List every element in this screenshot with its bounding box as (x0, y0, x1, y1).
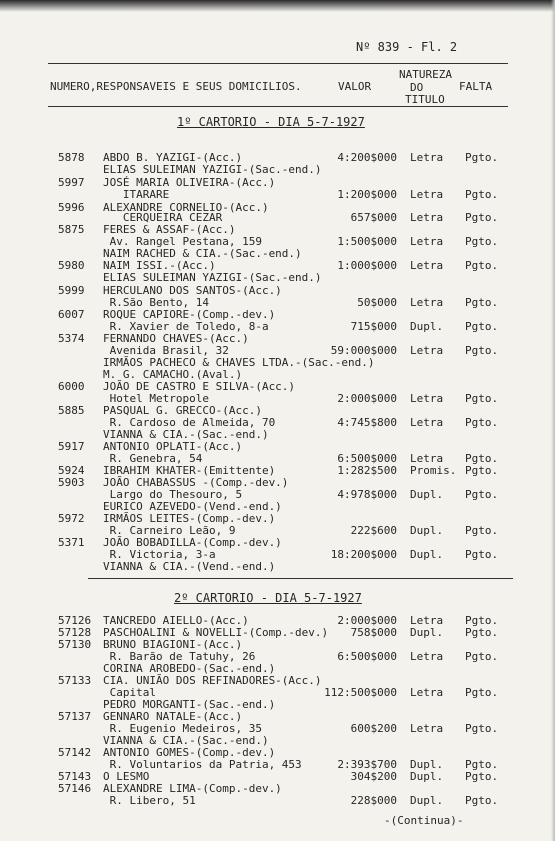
entry-falta: Pgto. (465, 235, 499, 248)
entry-valor: 2:000$000 (337, 392, 397, 405)
entry-name: JOÃO CHABASSUS -(Comp.-dev.) (103, 476, 289, 489)
entry-name: ROQUE CAPIORE-(Comp.-dev.) (103, 308, 276, 321)
entry-natureza: Dupl. (410, 488, 444, 501)
entry-name: VIANNA & CIA.-(Sac.-end.) (103, 428, 269, 441)
entry-name: R. Genebra, 54 (103, 452, 203, 465)
entry-number: 57137 (58, 710, 92, 723)
header-top-rule (48, 63, 508, 64)
entry-name: R. Carneiro Leão, 9 (103, 524, 236, 537)
entry-natureza: Dupl. (410, 548, 444, 561)
entry-number: 57128 (58, 626, 92, 639)
entry-name: Hotel Metropole (103, 392, 209, 405)
entry-name: PEDRO MORGANTI-(Sac.-end.) (103, 698, 276, 711)
entry-name: R. Victoria, 3-a (103, 548, 216, 561)
entry-valor: 1:500$000 (337, 235, 397, 248)
header-do: DO (410, 81, 424, 94)
entry-valor: 112:500$000 (324, 686, 397, 699)
entry-natureza: Letra (410, 151, 444, 164)
entry-name: M. G. CAMACHO.(Aval.) (103, 368, 243, 381)
entry-name: VIANNA & CIA.-(Vend.-end.) (103, 560, 276, 573)
entry-natureza: Letra (410, 614, 444, 627)
entry-name: HERCULANO DOS SANTOS-(Acc.) (103, 284, 282, 297)
entry-valor: 18:200$000 (330, 548, 397, 561)
entry-natureza: Promis. (410, 464, 457, 477)
entry-natureza: Letra (410, 686, 444, 699)
entry-valor: 59:000$000 (330, 344, 397, 357)
entry-falta: Pgto. (465, 626, 499, 639)
section2-title: 2º CARTORIO - DIA 5-7-1927 (174, 591, 362, 605)
entry-name: BRUNO BIAGIONI-(Acc.) (103, 638, 243, 651)
entry-valor: 6:500$000 (337, 452, 397, 465)
entry-falta: Pgto. (465, 259, 499, 272)
entry-natureza: Letra (410, 344, 444, 357)
entry-name: ALEXANDRE LIMA-(Comp.-dev.) (103, 782, 282, 795)
entry-name: FERNANDO CHAVES-(Acc.) (103, 332, 249, 345)
entry-name: CORINA AROBEDO-(Sac.-end.) (103, 662, 276, 675)
entry-number: 6007 (58, 308, 85, 321)
entry-number: 5997 (58, 176, 85, 189)
entry-falta: Pgto. (465, 464, 499, 477)
entry-number: 5999 (58, 284, 85, 297)
entry-falta: Pgto. (465, 524, 499, 537)
section-divider (88, 578, 513, 579)
entry-name: ITARARE (103, 188, 170, 201)
entry-natureza: Letra (410, 235, 444, 248)
entry-name: R. Voluntarios da Patria, 453 (103, 758, 302, 771)
entry-natureza: Letra (410, 392, 444, 405)
entry-name: R.São Bento, 14 (103, 296, 209, 309)
entry-name: JOÃO BOBADILLA-(Comp.-dev.) (103, 536, 282, 549)
entry-natureza: Dupl. (410, 770, 444, 783)
entry-falta: Pgto. (465, 548, 499, 561)
entry-name: JOÃO DE CASTRO E SILVA-(Acc.) (103, 380, 296, 393)
entry-falta: Pgto. (465, 296, 499, 309)
entry-falta: Pgto. (465, 614, 499, 627)
entry-valor: 6:500$000 (337, 650, 397, 663)
entry-valor: 1:200$000 (337, 188, 397, 201)
entry-valor: 758$000 (350, 626, 397, 639)
entry-name: Capital (103, 686, 156, 699)
entry-valor: 228$000 (350, 794, 397, 807)
entry-natureza: Letra (410, 650, 444, 663)
entry-natureza: Letra (410, 416, 444, 429)
entry-valor: 1:282$500 (337, 464, 397, 477)
entry-valor: 304$200 (350, 770, 397, 783)
entry-falta: Pgto. (465, 416, 499, 429)
entry-valor: 4:200$000 (337, 151, 397, 164)
entry-number: 5903 (58, 476, 85, 489)
entry-number: 5980 (58, 259, 85, 272)
entry-falta: Pgto. (465, 794, 499, 807)
entry-name: PASQUAL G. GRECCO-(Acc.) (103, 404, 262, 417)
header-main: NUMERO,RESPONSAVEIS E SEUS DOMICILIOS. (50, 80, 302, 93)
entry-falta: Pgto. (465, 488, 499, 501)
entry-number: 5885 (58, 404, 85, 417)
entry-name: IRMÃOS LEITES-(Comp.-dev.) (103, 512, 276, 525)
entry-name: VIANNA & CIA.-(Sac.-end.) (103, 734, 269, 747)
entry-number: 57146 (58, 782, 92, 795)
entry-number: 5972 (58, 512, 85, 525)
entry-valor: 600$200 (350, 722, 397, 735)
entry-falta: Pgto. (465, 758, 499, 771)
entry-natureza: Letra (410, 452, 444, 465)
page-reference: Nº 839 - Fl. 2 (356, 40, 458, 54)
entry-name: PASCHOALINI & NOVELLI-(Comp.-dev.) (103, 626, 329, 639)
entry-valor: 715$000 (350, 320, 397, 333)
entry-number: 57143 (58, 770, 92, 783)
entry-valor: 222$600 (350, 524, 397, 537)
scan-right-edge (551, 0, 555, 841)
entry-valor: 4:978$000 (337, 488, 397, 501)
entry-number: 57130 (58, 638, 92, 651)
entry-name: Avenida Brasil, 32 (103, 344, 229, 357)
entry-name: R. Xavier de Toledo, 8-a (103, 320, 269, 333)
entry-valor: 1:000$000 (337, 259, 397, 272)
entry-falta: Pgto. (465, 344, 499, 357)
entry-name: ANTONIO OPLATI-(Acc.) (103, 440, 243, 453)
entry-number: 5996 (58, 201, 85, 214)
entry-name: JOSÉ MARIA OLIVEIRA-(Acc.) (103, 176, 276, 189)
entry-name: R. Cardoso de Almeida, 70 (103, 416, 276, 429)
entry-number: 5917 (58, 440, 85, 453)
entry-number: 5878 (58, 151, 85, 164)
entry-number: 5371 (58, 536, 85, 549)
entry-number: 5875 (58, 223, 85, 236)
entry-name: ABDO B. YAZIGI-(Acc.) (103, 151, 243, 164)
entry-falta: Pgto. (465, 452, 499, 465)
header-bottom-rule (48, 106, 508, 107)
entry-number: 6000 (58, 380, 85, 393)
entry-name: FERES & ASSAF-(Acc.) (103, 223, 236, 236)
entry-natureza: Dupl. (410, 626, 444, 639)
entry-natureza: Dupl. (410, 758, 444, 771)
entry-number: 5924 (58, 464, 85, 477)
entry-name: IRMÃOS PACHECO & CHAVES LTDA.-(Sac.-end.) (103, 356, 375, 369)
entry-name: ANTONIO GOMES-(Comp.-dev.) (103, 746, 276, 759)
entry-name: ELIAS SULEIMAN YAZIGI-(Sac.-end.) (103, 271, 322, 284)
scan-top-shadow (0, 0, 555, 12)
entry-name: R. Eugenio Medeiros, 35 (103, 722, 262, 735)
entry-name: Largo do Thesouro, 5 (103, 488, 243, 501)
entry-falta: Pgto. (465, 686, 499, 699)
entry-natureza: Letra (410, 211, 444, 224)
entry-name: GENNARO NATALE-(Acc.) (103, 710, 243, 723)
entry-natureza: Letra (410, 188, 444, 201)
entry-valor: 657$000 (350, 211, 397, 224)
entry-number: 5374 (58, 332, 85, 345)
entry-valor: 2:393$700 (337, 758, 397, 771)
entry-name: O LESMO (103, 770, 150, 783)
entry-natureza: Letra (410, 722, 444, 735)
entry-name: CIA. UNIÃO DOS REFINADORES-(Acc.) (103, 674, 322, 687)
entry-number: 57133 (58, 674, 92, 687)
entry-falta: Pgto. (465, 188, 499, 201)
entry-natureza: Letra (410, 259, 444, 272)
entry-number: 57142 (58, 746, 92, 759)
entry-falta: Pgto. (465, 151, 499, 164)
entry-name: Av. Rangel Pestana, 159 (103, 235, 262, 248)
entry-name: ALEXANDRE CORNELIO-(Acc.) (103, 201, 269, 214)
entry-valor: 2:000$000 (337, 614, 397, 627)
entry-falta: Pgto. (465, 722, 499, 735)
entry-name: NAIM RACHED & CIA.-(Sac.-end.) (103, 247, 302, 260)
entry-name: NAIM ISSI.-(Acc.) (103, 259, 216, 272)
entry-natureza: Letra (410, 296, 444, 309)
entry-natureza: Dupl. (410, 524, 444, 537)
entry-number: 57126 (58, 614, 92, 627)
entry-valor: 50$000 (357, 296, 397, 309)
entry-natureza: Dupl. (410, 320, 444, 333)
entry-name: EURICO AZEVEDO-(Vend.-end.) (103, 500, 282, 513)
entry-falta: Pgto. (465, 211, 499, 224)
header-natureza: NATUREZA (399, 68, 452, 81)
continua-note: -(Continua)- (384, 814, 464, 827)
entry-valor: 4:745$800 (337, 416, 397, 429)
entry-name: TANCREDO AIELLO-(Acc.) (103, 614, 249, 627)
header-valor: VALOR (338, 80, 372, 93)
entry-falta: Pgto. (465, 392, 499, 405)
entry-falta: Pgto. (465, 320, 499, 333)
header-titulo: TITULO (405, 93, 445, 106)
entry-name: R. Libero, 51 (103, 794, 196, 807)
entry-falta: Pgto. (465, 770, 499, 783)
entry-name: IBRAHIM KHATER-(Emittente) (103, 464, 276, 477)
entry-name: R. Barão de Tatuhy, 26 (103, 650, 256, 663)
entry-name: CERQUEIRA CEZAR (103, 211, 223, 224)
section1-title: 1º CARTORIO - DIA 5-7-1927 (177, 115, 365, 129)
header-falta: FALTA (459, 80, 493, 93)
entry-natureza: Dupl. (410, 794, 444, 807)
entry-falta: Pgto. (465, 650, 499, 663)
entry-name: ELIAS SULEIMAN YAZIGI-(Sac.-end.) (103, 163, 322, 176)
